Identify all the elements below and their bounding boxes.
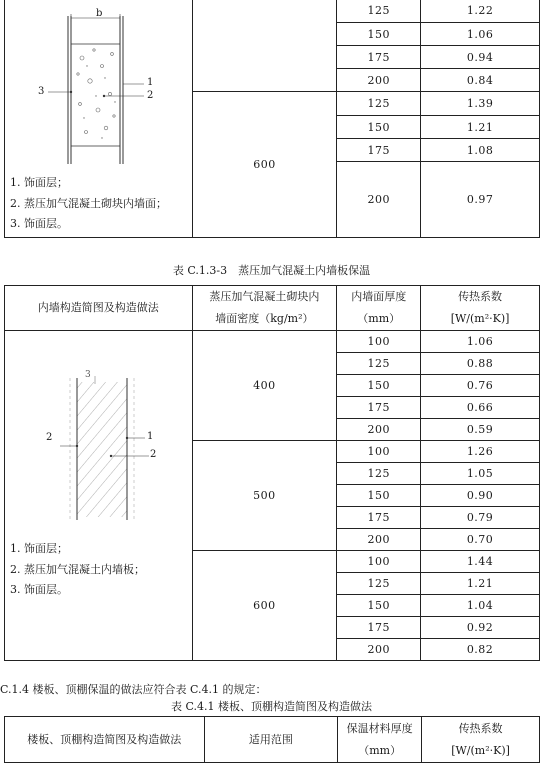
table-cell: 125 — [337, 463, 421, 485]
table-cell: 100 — [337, 441, 421, 463]
diagram-label-3: 3 — [38, 86, 45, 97]
table-cell: 200 — [337, 419, 421, 441]
note-line: 2. 蒸压加气混凝土砌块内墙面； — [10, 196, 167, 210]
table-cell: 1.39 — [421, 92, 540, 116]
note-line: 1. 饰面层； — [10, 176, 68, 189]
table-cell: 0.76 — [421, 375, 540, 397]
table-cell: 200 — [337, 162, 421, 238]
note-line: 3. 饰面层。 — [10, 217, 68, 230]
table-cell: 150 — [337, 595, 421, 617]
table-cell: 1.05 — [421, 463, 540, 485]
table-cell: 0.88 — [421, 353, 540, 375]
table-cell: 1.21 — [421, 573, 540, 595]
table-cell: 150 — [337, 116, 421, 139]
table-cell: 125 — [337, 0, 421, 23]
header-cell: 楼板、顶棚构造简图及构造做法 — [5, 717, 205, 763]
table-cell: 1.06 — [421, 23, 540, 46]
table-cell: 1.06 — [421, 331, 540, 353]
header-cell: 适用范围 — [204, 717, 338, 763]
density-cell: 500 — [192, 441, 337, 551]
table-cell: 1.22 — [421, 0, 540, 23]
note-line: 3. 饰面层。 — [10, 583, 68, 596]
table-cell: 1.44 — [421, 551, 540, 573]
header-cell: 传热系数 [W/(m²·K)] — [422, 717, 540, 763]
table-cell: 1.21 — [421, 116, 540, 139]
table-cell: 175 — [337, 617, 421, 639]
table-cell: 0.70 — [421, 529, 540, 551]
table-cell: 0.92 — [421, 617, 540, 639]
section-paragraph: C.1.4 楼板、顶棚保温的做法应符合表 C.4.1 的规定： — [0, 683, 267, 696]
table-cell: 175 — [337, 46, 421, 69]
table-c41 — [4, 716, 540, 763]
header-cell: 传热系数 [W/(m²·K)] — [421, 286, 540, 331]
header-cell: 内墙面厚度 （mm） — [337, 286, 421, 331]
density-cell: 400 — [192, 331, 337, 441]
note-line: 1. 饰面层； — [10, 542, 68, 555]
c133-notes — [10, 539, 145, 601]
table-cell: 0.97 — [421, 162, 540, 238]
table-cell: 200 — [337, 69, 421, 92]
density-cell: 600 — [192, 92, 337, 238]
top-notes — [10, 173, 167, 235]
table-cell: 1.08 — [421, 139, 540, 162]
diagram-label-2: 2 — [147, 90, 154, 101]
header-cell: 内墙构造简图及构造做法 — [5, 286, 193, 331]
diagram-label-2: 2 — [46, 432, 53, 443]
diagram-label-2b: 2 — [150, 449, 157, 460]
top-density-prev-cell — [192, 0, 337, 92]
table-cell: 0.59 — [421, 419, 540, 441]
table-cell: 100 — [337, 331, 421, 353]
table-cell: 150 — [337, 23, 421, 46]
table-cell: 125 — [337, 573, 421, 595]
diagram-label-b: b — [96, 8, 103, 19]
table-cell: 1.04 — [421, 595, 540, 617]
table-cell: 150 — [337, 375, 421, 397]
table-cell: 175 — [337, 507, 421, 529]
table-cell: 0.79 — [421, 507, 540, 529]
table-caption: 表 C.1.3-3 蒸压加气混凝土内墙板保温 — [172, 264, 371, 277]
table-cell: 200 — [337, 639, 421, 661]
diagram-label-3: 3 — [85, 370, 91, 380]
table-cell: 150 — [337, 485, 421, 507]
table-cell: 0.94 — [421, 46, 540, 69]
table-cell: 1.26 — [421, 441, 540, 463]
note-line: 2. 蒸压加气混凝土内墙板； — [10, 562, 145, 576]
table-cell: 125 — [337, 92, 421, 116]
table-cell: 100 — [337, 551, 421, 573]
table-cell: 175 — [337, 139, 421, 162]
table-caption: 表 C.4.1 楼板、顶棚构造简图及构造做法 — [170, 700, 372, 713]
table-cell: 175 — [337, 397, 421, 419]
diagram-label-1: 1 — [147, 431, 154, 442]
diagram-label-1: 1 — [147, 77, 154, 88]
header-cell: 保温材料厚度 （mm） — [338, 717, 422, 763]
table-cell: 0.90 — [421, 485, 540, 507]
header-cell: 蒸压加气混凝土砌块内 墙面密度（kg/m²） — [192, 286, 337, 331]
table-cell: 125 — [337, 353, 421, 375]
wall-panel-diagram — [55, 372, 175, 522]
density-cell: 600 — [192, 551, 337, 661]
table-cell: 0.84 — [421, 69, 540, 92]
table-cell: 0.82 — [421, 639, 540, 661]
table-cell: 200 — [337, 529, 421, 551]
table-cell: 0.66 — [421, 397, 540, 419]
